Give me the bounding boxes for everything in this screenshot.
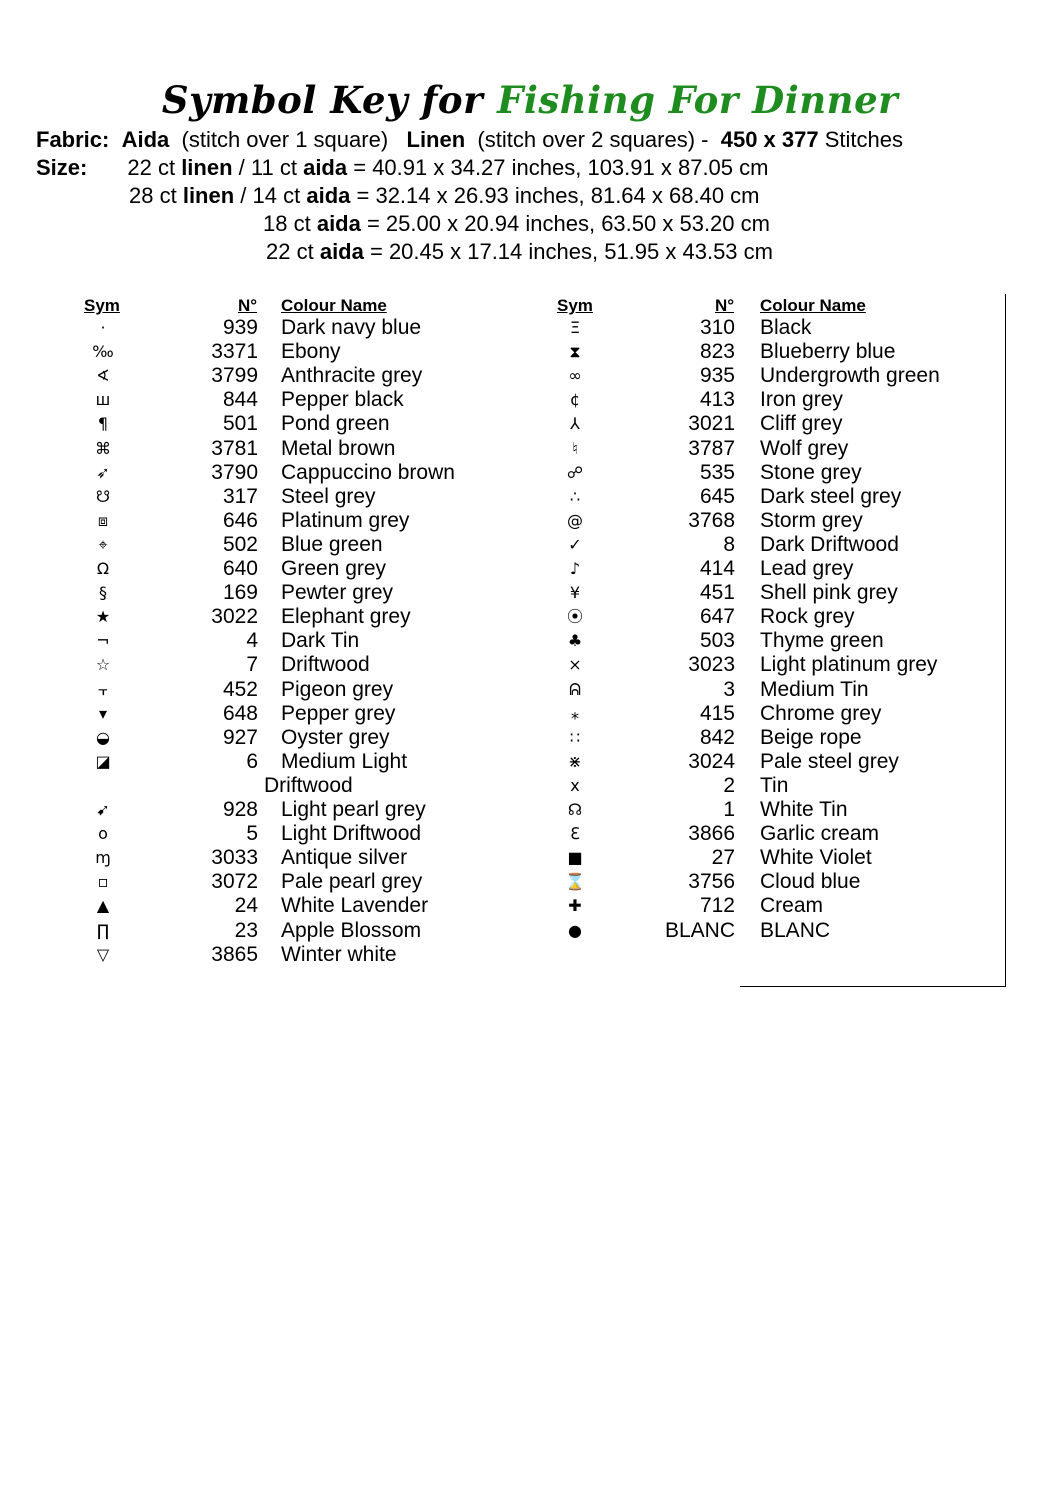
size-fabric: aida [319, 239, 364, 264]
thread-number: 842 [699, 725, 735, 749]
symbol-icon: ¶ [97, 414, 109, 434]
thread-number: 935 [699, 364, 735, 388]
fabric-aida: Aida [121, 127, 170, 152]
colour-name: Pewter grey [281, 581, 394, 605]
thread-number: 939 [222, 316, 258, 339]
fabric-label: Fabric: [36, 127, 110, 152]
size-count: 28 ct [129, 183, 177, 208]
symbol-icon: ∏ [96, 920, 110, 940]
symbol-icon: ¢ [569, 390, 581, 410]
colour-name: Platinum grey [281, 508, 410, 532]
symbol-icon: ‰ [92, 342, 114, 362]
colour-name: Anthracite grey [281, 364, 423, 388]
colour-name: Dark Tin [281, 629, 360, 653]
thread-number: 640 [222, 557, 258, 580]
thread-number: 2 [723, 773, 735, 797]
thread-number: 3072 [211, 870, 258, 894]
colour-name: Ebony [281, 340, 341, 364]
symbol-icon: ⌘ [95, 438, 111, 458]
colour-name: White Tin [760, 798, 848, 821]
symbol-icon: ➹ [96, 800, 110, 819]
colour-name: Pepper grey [281, 701, 396, 725]
left-header-name: Colour Name [281, 296, 387, 315]
colour-name: Medium Tin [760, 677, 869, 701]
symbol-icon: ⌖ [98, 534, 108, 554]
symbol-icon: ⫟ [98, 679, 108, 699]
colour-name: Cream [760, 894, 824, 918]
thread-number: 3033 [211, 846, 258, 870]
symbol-icon: @ [567, 510, 583, 530]
colour-name: Dark navy blue [281, 316, 422, 339]
symbol-icon: ■ [567, 848, 583, 868]
fabric-linen-note: (stitch over 2 squares) - [477, 127, 709, 152]
thread-number: 414 [699, 557, 735, 580]
symbol-icon: ∴ [569, 486, 581, 506]
page-title [0, 78, 1060, 122]
size-dims: = 20.45 x 17.14 inches, 51.95 x 43.53 cm [369, 239, 773, 264]
stitches-word: Stitches [824, 127, 903, 152]
thread-number: 3023 [688, 653, 735, 677]
size-dims: = 32.14 x 26.93 inches, 81.64 x 68.40 cm [356, 183, 760, 208]
symbol-icon: ∞ [568, 366, 582, 386]
symbol-icon: ⌛ [565, 872, 585, 892]
symbol-icon: ∢ [96, 366, 110, 386]
right-header-num: N° [715, 296, 735, 315]
symbol-icon: ▲ [96, 896, 110, 916]
fabric-aida-note: (stitch over 1 square) [181, 127, 389, 152]
colour-name: Rock grey [760, 605, 855, 629]
symbol-icon: o [98, 824, 108, 844]
table-border-right [1005, 294, 1006, 986]
colour-name: Iron grey [760, 388, 843, 412]
size-count: 22 ct [127, 155, 176, 180]
symbol-icon: ☍ [566, 462, 584, 482]
symbol-icon: Ξ [569, 318, 581, 337]
size-dims: = 40.91 x 34.27 inches, 103.91 x 87.05 cm [353, 155, 769, 180]
symbol-icon: ⋇ [568, 751, 582, 771]
symbol-icon: ш [95, 390, 111, 410]
thread-number: 310 [699, 316, 735, 339]
thread-number: 712 [699, 894, 735, 918]
symbol-icon: ● [568, 920, 582, 940]
symbol-icon: ◒ [96, 727, 110, 747]
thread-number: 3781 [211, 436, 258, 460]
colour-name: Blue green [281, 532, 383, 556]
symbol-icon: ♪ [569, 559, 581, 578]
colour-name: Undergrowth green [760, 364, 940, 388]
thread-number: 927 [222, 725, 258, 749]
thread-number: 451 [699, 581, 735, 605]
symbol-icon: ♮ [572, 438, 578, 458]
colour-name: Steel grey [281, 484, 376, 508]
thread-number: 648 [222, 701, 258, 725]
thread-number: 823 [699, 340, 735, 364]
colour-name: Green grey [281, 557, 387, 580]
colour-name: Cliff grey [760, 412, 843, 436]
colour-name: Elephant grey [281, 605, 411, 629]
symbol-icon: ∷ [569, 727, 581, 747]
symbol-icon: Ω [96, 559, 110, 578]
colour-name: Light platinum grey [760, 653, 938, 677]
right-header-sym: Sym [557, 296, 593, 315]
symbol-icon: ᕱ [569, 679, 581, 699]
colour-name: White Violet [760, 846, 872, 870]
thread-number: 647 [699, 605, 735, 629]
colour-name: Pale steel grey [760, 749, 899, 773]
colour-name: Chrome grey [760, 701, 882, 725]
symbol-icon: ✚ [568, 896, 582, 916]
colour-name: Black [760, 316, 812, 339]
left-header-num: N° [238, 296, 258, 315]
size-fabric: aida [306, 183, 351, 208]
colour-name: Garlic cream [760, 822, 880, 846]
thread-number: 7 [246, 653, 258, 677]
fabric-linen: Linen [406, 127, 466, 152]
thread-number: 4 [246, 629, 258, 653]
symbol-icon: ℇ [570, 824, 580, 844]
colour-name: Stone grey [760, 460, 862, 484]
right-header-name: Colour Name [760, 296, 866, 315]
thread-number: 503 [699, 629, 735, 653]
size-count: 22 ct [266, 239, 314, 264]
colour-name: Driftwood [281, 653, 370, 677]
symbol-icon: ✓ [568, 534, 582, 554]
thread-number: 6 [246, 749, 258, 773]
symbol-icon: ⅄ [570, 414, 580, 434]
size-dims: = 25.00 x 20.94 inches, 63.50 x 53.20 cm [360, 211, 770, 236]
colour-name: Storm grey [760, 508, 863, 532]
thread-number: 645 [699, 484, 735, 508]
colour-name: Beige rope [760, 725, 862, 749]
symbol-icon: ▫ [97, 872, 109, 892]
size-sep: / 11 ct [238, 155, 297, 180]
colour-name: Oyster grey [281, 725, 390, 749]
colour-name: Pepper black [281, 388, 404, 412]
colour-name: Pale pearl grey [281, 870, 423, 894]
title-prefix: Symbol Key for [161, 78, 484, 122]
colour-name: Light pearl grey [281, 798, 426, 821]
symbol-icon: · [100, 318, 106, 337]
colour-name: Medium Light [281, 749, 408, 773]
colour-name: Pigeon grey [281, 677, 394, 701]
thread-number: 1 [723, 798, 735, 821]
thread-number: 3787 [688, 436, 735, 460]
symbol-icon: ◪ [95, 751, 111, 771]
thread-number: 3371 [211, 340, 258, 364]
symbol-icon: ▾ [98, 703, 108, 723]
colour-name: Metal brown [281, 436, 396, 460]
fabric-line [36, 127, 903, 153]
colour-name: Cloud blue [760, 870, 861, 894]
thread-number: 3021 [688, 412, 735, 436]
colour-name: White Lavender [281, 894, 429, 918]
symbol-icon: ▽ [96, 944, 110, 964]
colour-name: Cappuccino brown [281, 460, 455, 484]
colour-name: Apple Blossom [281, 918, 422, 942]
thread-number: 3022 [211, 605, 258, 629]
size-label: Size: [36, 155, 88, 180]
symbol-icon: ⦿ [566, 607, 583, 627]
size-line-4 [266, 239, 773, 265]
size-line-1 [36, 155, 768, 181]
size-sep: / 14 ct [240, 183, 301, 208]
colour-name: Wolf grey [760, 436, 849, 460]
symbol-icon: ★ [95, 607, 111, 627]
colour-name: Thyme green [760, 629, 884, 653]
size-line-2 [129, 183, 760, 209]
table-border-bottom [740, 986, 1006, 987]
symbol-icon: ☊ [567, 800, 583, 819]
symbol-icon: § [99, 583, 107, 603]
symbol-icon: ➶ [96, 462, 110, 482]
colour-name: Lead grey [760, 557, 854, 580]
thread-number: 535 [699, 460, 735, 484]
colour-name: Winter white [281, 942, 397, 966]
thread-number: 5 [246, 822, 258, 846]
thread-number: 646 [222, 508, 258, 532]
thread-number: 8 [723, 532, 735, 556]
thread-number: 928 [222, 798, 258, 821]
size-fabric: linen [181, 155, 233, 180]
colour-name-continued: Driftwood [264, 773, 353, 797]
colour-name: Pond green [281, 412, 390, 436]
size-fabric: aida [316, 211, 361, 236]
thread-number: 501 [222, 412, 258, 436]
symbol-icon: ⁎ [571, 703, 579, 723]
symbol-icon: ☆ [95, 655, 111, 675]
thread-number: 502 [222, 532, 258, 556]
thread-number: 3756 [688, 870, 735, 894]
symbol-icon: ⧈ [97, 510, 109, 530]
colour-name: Dark steel grey [760, 484, 902, 508]
symbol-icon: ¥ [569, 583, 581, 603]
colour-name: Light Driftwood [281, 822, 422, 846]
symbol-icon: ¬ [96, 631, 110, 651]
thread-number: 3865 [211, 942, 258, 966]
size-count: 18 ct [263, 211, 311, 236]
thread-number: 3790 [211, 460, 258, 484]
symbol-icon: ☋ [95, 486, 111, 506]
thread-number: 169 [222, 581, 258, 605]
thread-number: 413 [699, 388, 735, 412]
left-header-sym: Sym [84, 296, 120, 315]
symbol-icon: ɱ [95, 848, 111, 868]
thread-number: 3024 [688, 749, 735, 773]
thread-number: 23 [234, 918, 258, 942]
thread-number: 3768 [688, 508, 735, 532]
thread-number: 3799 [211, 364, 258, 388]
symbol-icon: ⧗ [569, 342, 581, 362]
symbol-icon: x [570, 775, 580, 795]
thread-number: 3 [723, 677, 735, 701]
thread-number: 317 [222, 484, 258, 508]
thread-number: 415 [699, 701, 735, 725]
colour-name: Shell pink grey [760, 581, 898, 605]
thread-number: BLANC [664, 918, 735, 942]
symbol-icon: ♣ [567, 631, 583, 651]
size-line-3 [263, 211, 770, 237]
colour-name: Blueberry blue [760, 340, 896, 364]
colour-name: Dark Driftwood [760, 532, 899, 556]
pattern-name: Fishing For Dinner [497, 78, 899, 122]
colour-name: Tin [760, 773, 789, 797]
colour-name: BLANC [760, 918, 831, 942]
thread-number: 27 [711, 846, 735, 870]
size-fabric: linen [182, 183, 235, 208]
colour-name: Antique silver [281, 846, 408, 870]
size-fabric: aida [303, 155, 348, 180]
stitch-count: 450 x 377 [720, 127, 819, 152]
thread-number: 452 [222, 677, 258, 701]
thread-number: 844 [222, 388, 258, 412]
symbol-icon: ⨯ [568, 655, 582, 675]
thread-number: 24 [234, 894, 258, 918]
thread-number: 3866 [688, 822, 735, 846]
